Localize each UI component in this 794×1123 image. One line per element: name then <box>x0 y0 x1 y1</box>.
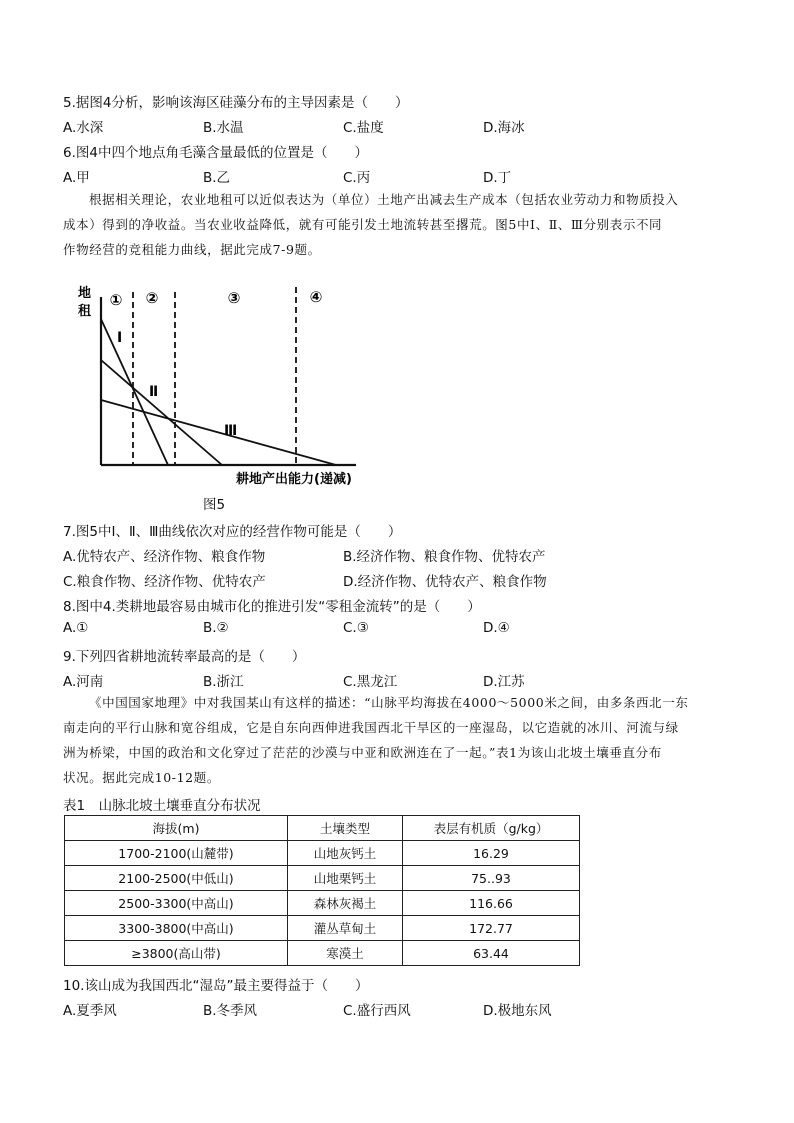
table-cell-altitude: 2500-3300(中高山) <box>65 891 288 916</box>
question-7-option-b[interactable]: B.经济作物、粮食作物、优特农产 <box>343 549 546 565</box>
question-7-option-a[interactable]: A.优特农产、经济作物、粮食作物 <box>63 549 266 565</box>
question-6-option-a[interactable]: A.甲 <box>63 170 90 186</box>
question-9-option-d[interactable]: D.江苏 <box>483 674 525 690</box>
table-cell-organic-matter: 116.66 <box>403 891 580 916</box>
table-header-soil-type: 土壤类型 <box>288 816 403 841</box>
question-8-stem: 8.图中4.类耕地最容易由城市化的推进引发“零租金流转”的是（ ） <box>63 599 481 615</box>
question-6-stem: 6.图4中四个地点角毛藻含量最低的位置是（ ） <box>63 145 368 161</box>
question-7-option-d[interactable]: D.经济作物、优特农产、粮食作物 <box>343 574 547 590</box>
question-5-option-c[interactable]: C.盐度 <box>343 120 384 136</box>
table-cell-organic-matter: 172.77 <box>403 916 580 941</box>
table-cell-altitude: 1700-2100(山麓带) <box>65 841 288 866</box>
passage-2-line-4: 状况。据此完成10-12题。 <box>63 770 220 785</box>
question-8-option-b[interactable]: B.② <box>203 620 229 636</box>
table-row <box>65 866 580 891</box>
question-7-option-c[interactable]: C.粮食作物、经济作物、优特农产 <box>63 574 266 590</box>
table-1-caption: 表1 山脉北坡土壤垂直分布状况 <box>63 798 261 814</box>
table-cell-soil-type: 山地栗钙土 <box>288 866 403 891</box>
question-5-stem: 5.据图4分析，影响该海区硅藻分布的主导因素是（ ） <box>63 95 409 111</box>
passage-2-line-2: 南走向的平行山脉和宽谷组成，它是自东向西伸进我国西北干旱区的一座湿岛，以它造就的冰川、河流与绿 <box>63 720 679 735</box>
zone-label-3: ③ <box>227 289 241 307</box>
question-10-option-c[interactable]: C.盛行西风 <box>343 1003 411 1019</box>
question-10-stem: 10.该山成为我国西北“湿岛”最主要得益于（ ） <box>63 978 369 994</box>
question-9-option-b[interactable]: B.浙江 <box>203 674 244 690</box>
passage-2 <box>63 690 731 790</box>
y-axis-label-2: 租 <box>78 304 92 319</box>
passage-1-line-1: 根据相关理论，农业地租可以近似表达为（单位）土地产出减去生产成本（包括农业劳动力和物质投入 <box>89 192 679 207</box>
question-8-option-c[interactable]: C.③ <box>343 620 369 636</box>
question-5-option-d[interactable]: D.海冰 <box>483 120 525 136</box>
curve-2-label: Ⅱ <box>149 384 159 400</box>
table-cell-soil-type: 寒漠土 <box>288 941 403 966</box>
passage-1-line-3: 作物经营的竞租能力曲线，据此完成7-9题。 <box>63 242 321 257</box>
soil-table <box>64 815 580 966</box>
zone-label-2: ② <box>145 289 159 307</box>
table-header-organic-matter: 表层有机质（g/kg） <box>403 816 580 841</box>
question-10-option-d[interactable]: D.极地东风 <box>483 1003 552 1019</box>
zone-label-4: ④ <box>309 288 323 306</box>
table-row <box>65 891 580 916</box>
curve-3-label: Ⅲ <box>224 423 238 439</box>
table-cell-organic-matter: 63.44 <box>403 941 580 966</box>
x-axis-label: 耕地产出能力(递减) <box>236 472 352 487</box>
figure-5-bid-rent-chart <box>64 275 374 515</box>
zone-label-1: ① <box>109 291 123 309</box>
table-cell-soil-type: 森林灰褐土 <box>288 891 403 916</box>
table-cell-altitude: ≥3800(高山带) <box>65 941 288 966</box>
table-cell-organic-matter: 16.29 <box>403 841 580 866</box>
question-6-option-c[interactable]: C.丙 <box>343 170 371 186</box>
question-6-option-b[interactable]: B.乙 <box>203 170 231 186</box>
table-header-altitude: 海拔(m) <box>65 816 288 841</box>
passage-1-line-2: 成本）得到的净收益。当农业收益降低，就有可能引发土地流转甚至撂荒。图5中Ⅰ、Ⅱ、Ⅲ分别表示不同 <box>63 217 663 232</box>
question-10-option-b[interactable]: B.冬季风 <box>203 1003 258 1019</box>
question-9-option-a[interactable]: A.河南 <box>63 674 104 690</box>
question-5-option-b[interactable]: B.水温 <box>203 120 244 136</box>
question-8-option-a[interactable]: A.① <box>63 620 89 636</box>
question-10-option-a[interactable]: A.夏季风 <box>63 1003 117 1019</box>
table-cell-altitude: 2100-2500(中低山) <box>65 866 288 891</box>
question-7-stem: 7.图5中Ⅰ、Ⅱ、Ⅲ曲线依次对应的经营作物可能是（ ） <box>63 524 402 540</box>
figure-5-caption: 图5 <box>203 497 226 513</box>
passage-2-line-3: 洲为桥梁，中国的政治和文化穿过了茫茫的沙漠与中亚和欧洲连在了一起。”表1为该山北坡土壤垂直分布 <box>63 745 662 760</box>
table-row <box>65 841 580 866</box>
question-9-option-c[interactable]: C.黑龙江 <box>343 674 398 690</box>
table-row <box>65 916 580 941</box>
table-cell-soil-type: 山地灰钙土 <box>288 841 403 866</box>
question-8-option-d[interactable]: D.④ <box>483 620 510 636</box>
table-cell-altitude: 3300-3800(中高山) <box>65 916 288 941</box>
table-cell-organic-matter: 75..93 <box>403 866 580 891</box>
passage-2-line-1: 《中国国家地理》中对我国某山有这样的描述：“山脉平均海拔在4000～5000米之间，由多条西北一东 <box>89 695 689 710</box>
passage-1 <box>63 187 731 262</box>
table-row <box>65 941 580 966</box>
question-5-option-a[interactable]: A.水深 <box>63 120 104 136</box>
question-6-option-d[interactable]: D.丁 <box>483 170 512 186</box>
y-axis-label-1: 地 <box>78 286 92 301</box>
question-9-stem: 9.下列四省耕地流转率最高的是（ ） <box>63 649 306 665</box>
curve-1-label: Ⅰ <box>117 330 123 346</box>
table-cell-soil-type: 灌丛草甸土 <box>288 916 403 941</box>
curve-3-line <box>101 400 336 465</box>
table-header-row <box>65 816 580 841</box>
